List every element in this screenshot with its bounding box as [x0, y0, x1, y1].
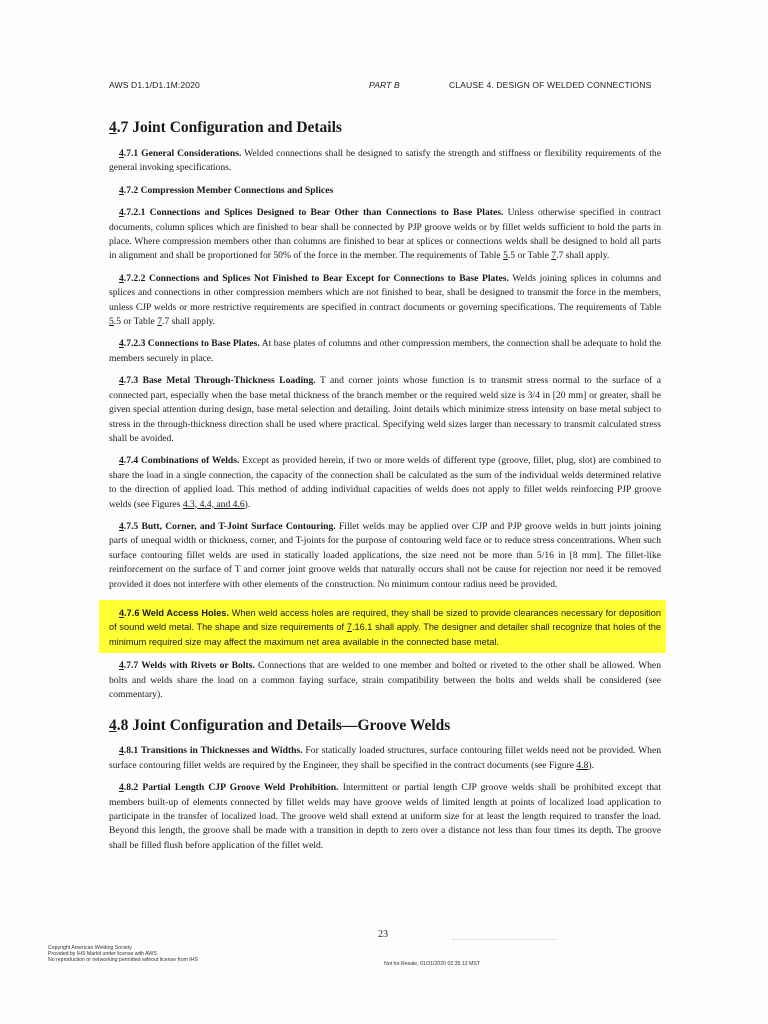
reproduction-line: No reproduction or networking permitted without license from IHS — [48, 957, 198, 963]
copyright-line: Copyright American Welding Society — [48, 945, 132, 951]
paragraph-4-7-4: 4.7.4 Combinations of Welds. Except as provided herein, if two or more welds of different type (groove, fillet, plug, slot) are combined to share the load in a single connection, the capacity of the connection shall be calculated as the sum of the individual welds determined relative to the direction of applied load. This method of adding individual capacities of welds does not apply to fillet welds reinforcing PJP groove welds (see Figures 4.3, 4.4, and 4.6). — [109, 455, 661, 510]
running-header-standard: AWS D1.1/D1.1M:2020 — [109, 80, 200, 90]
resale-stamp: Not for Resale, 01/31/2020 02:35:12 MST — [384, 961, 481, 967]
faint-watermark-line — [453, 939, 557, 940]
running-header-part: PART B — [369, 80, 400, 90]
license-line: Provided by IHS Markit under license with AWS — [48, 951, 157, 957]
figure-reference-link[interactable]: 4.8 — [576, 759, 589, 771]
paragraph-4-8-1: 4.8.1 Transitions in Thicknesses and Widths. For statically loaded structures, surface contouring fillet welds need not be provided. When surface contouring fillet welds are required by the Engineer, they shall be specified in the contract documents (see Figure 4.8). — [109, 745, 661, 771]
document-body — [109, 118, 661, 861]
paragraph-4-7-2-3: 4.7.2.3 Connections to Base Plates. At base plates of columns and other compression members, the connection shall be adequate to hold the members securely in place. — [109, 338, 662, 364]
highlighted-paragraph — [99, 600, 666, 653]
copyright-footer — [48, 945, 198, 963]
figure-reference-link[interactable]: 4.3, 4.4, and 4.6 — [182, 498, 245, 510]
paragraph-4-8-2: 4.8.2 Partial Length CJP Groove Weld Prohibition. Intermittent or partial length CJP groove welds shall be prohibited except that members built-up of elements connected by fillet welds may have groove welds of limited length at points of localized load application to participate in the transfer of localized load. The groove weld shall extend at uniform size for at least the length required to transfer the load. Beyond this length, the groove shall be made with a transition in depth to zero over a distance not less than four times its depth. The groove shall be filled flush before application of the fillet weld. — [109, 782, 661, 851]
paragraph-4-7-7: 4.7.7 Welds with Rivets or Bolts. Connections that are welded to one member and bolted or riveted to the other shall be allowed. When bolts and welds share the load on a common faying surface, strain compatibility between the bolts and welds shall be considered (see commentary). — [109, 660, 661, 700]
page-number: 23 — [378, 929, 388, 940]
paragraph-4-7-3: 4.7.3 Base Metal Through-Thickness Loading. T and corner joints whose function is to transmit stress normal to the surface of a connected part, especially when the base metal thickness of the branch member or the required weld size is 3/4 in [20 mm] or greater, shall be given special attention during design, base metal selection and detailing. Joint details which minimize stress intensity on base metal subject to stress in the through-thickness direction shall be used where practical. Specifying weld sizes larger than necessary to transmit calculated stress shall be avoided. — [109, 375, 661, 444]
paragraph-4-7-2-1: 4.7.2.1 Connections and Splices Designed to Bear Other than Connections to Base Plates. Unless otherwise specified in contract documents, column splices which are finished to bear shall be connected by PJP groove welds or by fillet welds sufficient to hold the parts in place. Where compression members other than columns are finished to bear at splices or connections welds shall be designed to hold all parts in alignment and shall be proportioned for 50% of the force in the member. The requirements of Table 5.5 or Table 7.7 shall apply. — [109, 207, 662, 262]
paragraph-4-7-5: 4.7.5 Butt, Corner, and T-Joint Surface Contouring. Fillet welds may be applied over CJP and PJP groove welds in butt joints joining parts of unequal width or thickness, corner, and T-joints for the purpose of contouring weld face or to reduce stress concentrations. When such surface contouring fillet welds are used in statically loaded applications, the size need not be more than 5/16 in [8 mm]. The fillet-like reinforcement on the surface of T and corner joint groove welds that naturally occurs shall not be cause for rejection nor need it be removed provided it does not interfere with other elements of the construction. No minimum contour radius need be provided. — [109, 520, 662, 590]
paragraph-4-7-1: 4.7.1 General Considerations. Welded connections shall be designed to satisfy the strength and stiffness or flexibility requirements of the general invoking specifications. — [109, 148, 661, 174]
section-heading-4-7: 4.7 Joint Configuration and Details — [109, 119, 342, 136]
running-header-clause: CLAUSE 4. DESIGN OF WELDED CONNECTIONS — [449, 80, 652, 90]
clause-reference-link[interactable]: 7 — [346, 622, 352, 633]
paragraph-4-7-6: 4.7.6 Weld Access Holes. When weld access holes are required, they shall be sized to provide clearances necessary for deposition of sound weld metal. The shape and size requirements of 7.16.1 shall apply. The designer and detailer shall recognize that holes of the minimum required size may affect the maximum net area available in the connected base metal. — [109, 607, 661, 647]
subheading-4-7-2: 4.7.2 Compression Member Connections and Splices — [119, 184, 334, 196]
paragraph-4-7-2-2: 4.7.2.2 Connections and Splices Not Finished to Bear Except for Connections to Base Plates. Welds joining splices in columns and splices and connections in other compression members which are not finished to bear, shall be designed to transmit the force in the members, unless CJP welds or more restrictive requirements are specified in contract documents or governing specifications. The requirements of Table 5.5 or Table 7.7 shall apply. — [109, 272, 661, 328]
section-heading-4-8: 4.8 Joint Configuration and Details—Groove Welds — [109, 717, 451, 735]
